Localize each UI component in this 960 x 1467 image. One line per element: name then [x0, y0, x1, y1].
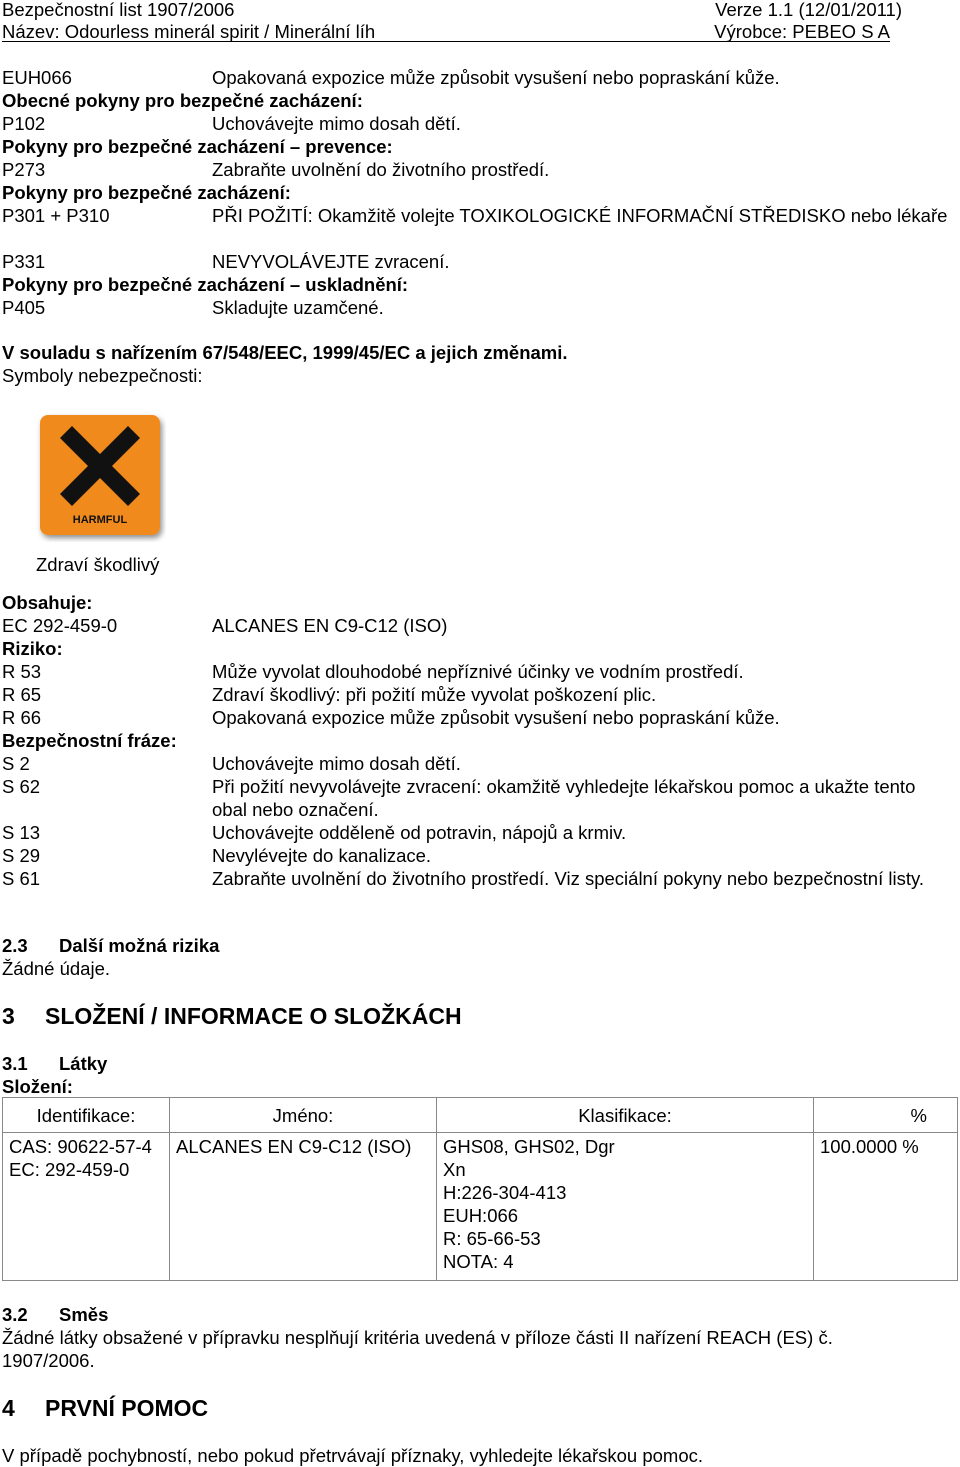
safety-text: Uchovávejte mimo dosah dětí. [212, 753, 461, 774]
risk-code: R 65 [2, 684, 42, 705]
table-row [3, 1133, 958, 1281]
doc-type: Bezpečnostní list 1907/2006 [2, 0, 235, 20]
classification-line: GHS08, GHS02, Dgr [443, 1136, 615, 1157]
section-3-2-text: Žádné látky obsažené v přípravku nesplňují kritéria uvedená v příloze části II nařízení REACH (ES) č. 1907/2006. [2, 1327, 833, 1371]
risk-text: Může vyvolat dlouhodobé nepříznivé účinky ve vodním prostředí. [212, 661, 744, 682]
classification-line: EUH:066 [443, 1205, 519, 1226]
section-3-number: 3 [2, 1003, 15, 1029]
section-2-3-number: 2.3 [2, 935, 28, 956]
statement-text: NEVYVOLÁVEJTE zvracení. [212, 251, 450, 272]
harmful-caption: HARMFUL [72, 514, 128, 526]
section-3-2-title: Směs [59, 1304, 109, 1325]
risk-label: Riziko: [2, 638, 63, 659]
table-header-row [3, 1098, 958, 1133]
section-4-text: V případě pochybností, nebo pokud přetrvávají příznaky, vyhledejte lékařskou pomoc. [2, 1445, 704, 1466]
ec-code: EC 292-459-0 [2, 615, 118, 636]
safety-code: S 13 [2, 822, 41, 843]
statement-text: Opakovaná expozice může způsobit vysušení nebo popraskání kůže. [212, 67, 780, 88]
prevention-heading: Pokyny pro bezpečné zacházení – prevence: [2, 136, 393, 157]
safety-code: S 2 [2, 753, 30, 774]
statement-code: P405 [2, 297, 46, 318]
risk-code: R 66 [2, 707, 42, 728]
header-divider [2, 41, 890, 42]
safety-label: Bezpečnostní fráze: [2, 730, 177, 751]
cell-identification [3, 1133, 170, 1281]
storage-heading: Pokyny pro bezpečné zacházení – uskladnění: [2, 274, 409, 295]
section-3-1-title: Látky [59, 1053, 108, 1074]
substance-name: ALCANES EN C9-C12 (ISO) [176, 1136, 412, 1157]
section-2-3-title: Další možná rizika [59, 935, 220, 956]
cell-name [170, 1133, 437, 1281]
response-heading: Pokyny pro bezpečné zacházení: [2, 182, 291, 203]
section-3-2-number: 3.2 [2, 1304, 28, 1325]
symbol-name: Zdraví škodlivý [36, 554, 160, 575]
percent-value: 100.0000 % [820, 1136, 919, 1157]
section-3-1-number: 3.1 [2, 1053, 28, 1074]
section-4-number: 4 [2, 1395, 15, 1421]
safety-code: S 29 [2, 845, 41, 866]
classification-line: Xn [443, 1159, 466, 1180]
statement-code: EUH066 [2, 67, 72, 88]
safety-text: Při požití nevyvolávejte zvracení: okamžitě vyhledejte lékařskou pomoc a ukažte tento obal nebo označení. [212, 776, 916, 820]
safety-text: Nevylévejte do kanalizace. [212, 845, 432, 866]
classification-line: H:226-304-413 [443, 1182, 567, 1203]
safety-text: Zabraňte uvolnění do životního prostředí. Viz speciální pokyny nebo bezpečnostní listy. [212, 868, 924, 889]
harmful-symbol-icon [34, 410, 166, 542]
risk-code: R 53 [2, 661, 42, 682]
header-name: Jméno: [170, 1098, 437, 1133]
statement-text: Uchovávejte mimo dosah dětí. [212, 113, 461, 134]
statement-text: PŘI POŽITÍ: Okamžitě volejte TOXIKOLOGICKÉ INFORMAČNÍ STŘEDISKO nebo lékaře [212, 205, 948, 226]
cell-classification [437, 1133, 814, 1281]
composition-label: Složení: [2, 1076, 73, 1097]
statement-code: P273 [2, 159, 46, 180]
general-heading: Obecné pokyny pro bezpečné zacházení: [2, 90, 363, 111]
cell-percent [814, 1133, 958, 1281]
risk-text: Zdraví škodlivý: při požití může vyvolat poškození plic. [212, 684, 657, 705]
classification-line: NOTA: 4 [443, 1251, 514, 1272]
statement-code: P102 [2, 113, 46, 134]
header-percent: % [814, 1098, 958, 1133]
regulation-heading: V souladu s nařízením 67/548/EEC, 1999/45/EC a jejich změnami. [2, 342, 568, 363]
contains-label: Obsahuje: [2, 592, 93, 613]
classification-line: R: 65-66-53 [443, 1228, 541, 1249]
section-4-title: PRVNÍ POMOC [45, 1395, 209, 1421]
header-classification: Klasifikace: [437, 1098, 814, 1133]
safety-code: S 62 [2, 776, 41, 797]
composition-table [2, 1097, 958, 1281]
statement-code: P331 [2, 251, 46, 272]
section-2-3-text: Žádné údaje. [2, 958, 111, 979]
version: Verze 1.1 (12/01/2011) [715, 0, 902, 20]
statement-text: Zabraňte uvolnění do životního prostředí. [212, 159, 550, 180]
safety-code: S 61 [2, 868, 41, 889]
ec-name: ALCANES EN C9-C12 (ISO) [212, 615, 448, 636]
symbols-label: Symboly nebezpečnosti: [2, 365, 203, 386]
ec-number: EC: 292-459-0 [9, 1159, 130, 1180]
section-3-title: SLOŽENÍ / INFORMACE O SLOŽKÁCH [45, 1003, 462, 1029]
cas-number: CAS: 90622-57-4 [9, 1136, 152, 1157]
risk-text: Opakovaná expozice může způsobit vysušení nebo popraskání kůže. [212, 707, 780, 728]
statement-code: P301 + P310 [2, 205, 110, 226]
manufacturer: Výrobce: PEBEO S A [714, 21, 890, 42]
safety-text: Uchovávejte odděleně od potravin, nápojů a krmiv. [212, 822, 627, 843]
statement-text: Skladujte uzamčené. [212, 297, 384, 318]
product-name: Název: Odourless minerál spirit / Minerální líh [2, 21, 376, 42]
header-identification: Identifikace: [3, 1098, 170, 1133]
